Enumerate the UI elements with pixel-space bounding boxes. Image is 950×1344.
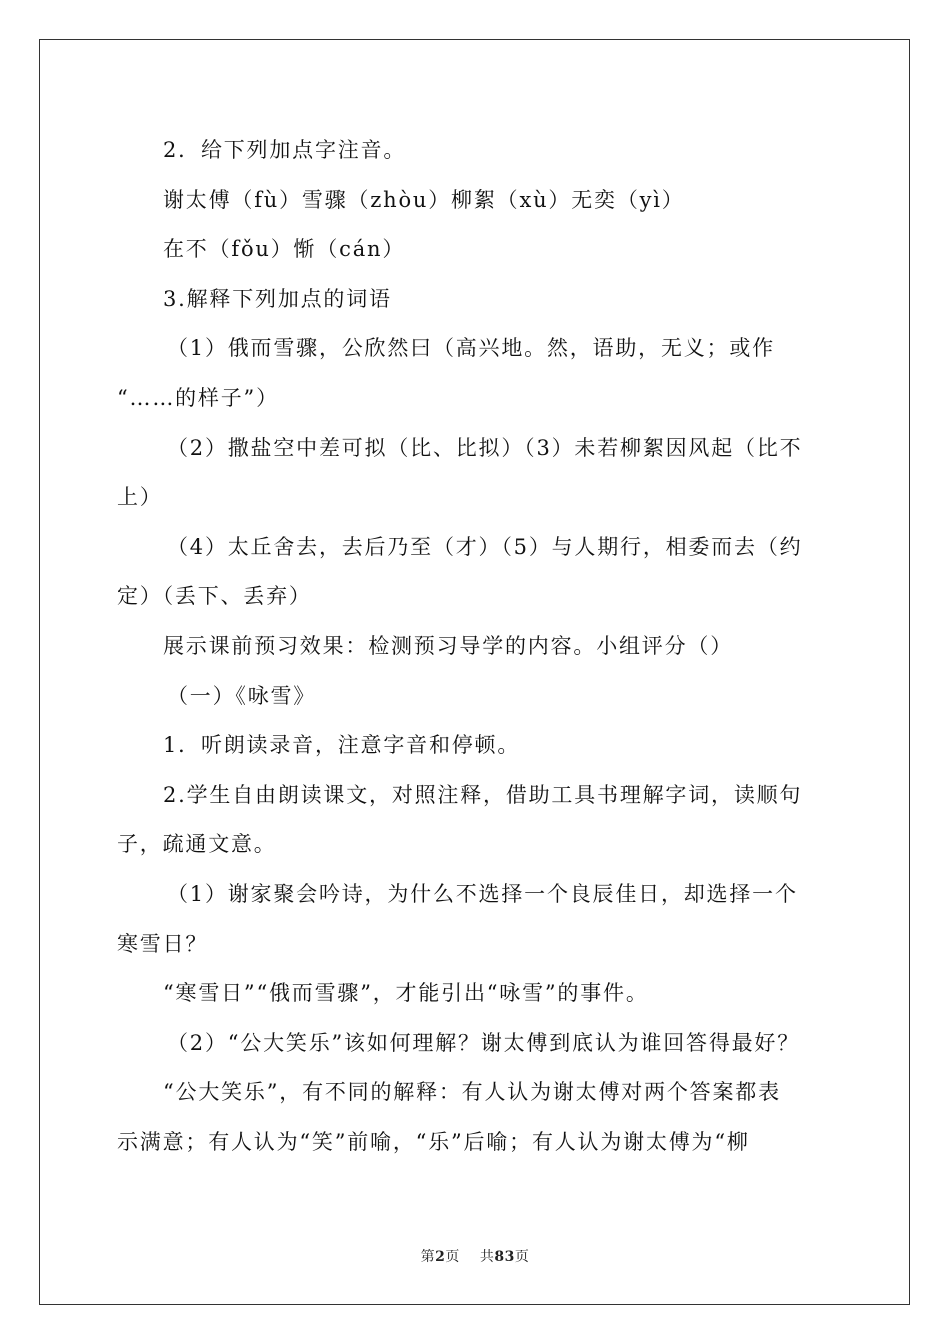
total-prefix: 共: [479, 1249, 495, 1265]
text-line: 1．听朗读录音，注意字音和停顿。: [163, 733, 521, 758]
page-suffix: 页: [445, 1249, 460, 1265]
text-line: “寒雪日”“俄而雪骤”，才能引出“咏雪”的事件。: [163, 981, 649, 1006]
text-line: （2）撒盐空中差可拟（比、比拟）（3）未若柳絮因风起（比不: [167, 435, 803, 460]
text-line: （一）《咏雪》: [167, 683, 317, 708]
text-line: “公大笑乐”，有不同的解释：有人认为谢太傅对两个答案都表: [163, 1080, 781, 1105]
page-footer: [0, 1246, 950, 1266]
text-line: 2.学生自由朗读课文，对照注释，借助工具书理解字词，读顺句: [163, 782, 803, 807]
text-line: 2．给下列加点字注音。: [163, 138, 407, 162]
total-suffix: 页: [514, 1249, 530, 1265]
text-line: （4）太丘舍去，去后乃至（才）（5）与人期行，相委而去（约: [167, 534, 803, 559]
text-line: 谢太傅（fù）雪骤（zhòu）柳絮（xù）无奕（yì）: [163, 187, 685, 212]
text-line: （1）谢家聚会吟诗，为什么不选择一个良辰佳日，却选择一个: [167, 881, 798, 906]
text-line: 展示课前预习效果：检测预习导学的内容。小组评分（）: [163, 633, 733, 658]
text-line: （2）“公大笑乐”该如何理解？谢太傅到底认为谁回答得最好？: [167, 1030, 801, 1055]
text-line: “……的样子”）: [117, 385, 279, 410]
page-prefix: 第: [420, 1249, 436, 1265]
document-body: [117, 126, 837, 1167]
text-line: 上）: [117, 485, 163, 510]
text-line: 在不（fǒu）惭（cán）: [163, 237, 406, 262]
text-line: 示满意；有人认为“笑”前喻，“乐”后喻；有人认为谢太傅为“柳: [117, 1129, 750, 1154]
text-line: （1）俄而雪骤，公欣然曰（高兴地。然，语助，无义；或作: [167, 336, 775, 361]
page-number: 2: [435, 1249, 446, 1265]
text-line: 寒雪日？: [117, 931, 209, 956]
text-line: 子，疏通文意。: [117, 832, 277, 857]
text-line: 3.解释下列加点的词语: [163, 286, 392, 311]
total-pages: 83: [494, 1249, 515, 1265]
text-line: 定）（丢下、丢弃）: [117, 584, 312, 609]
